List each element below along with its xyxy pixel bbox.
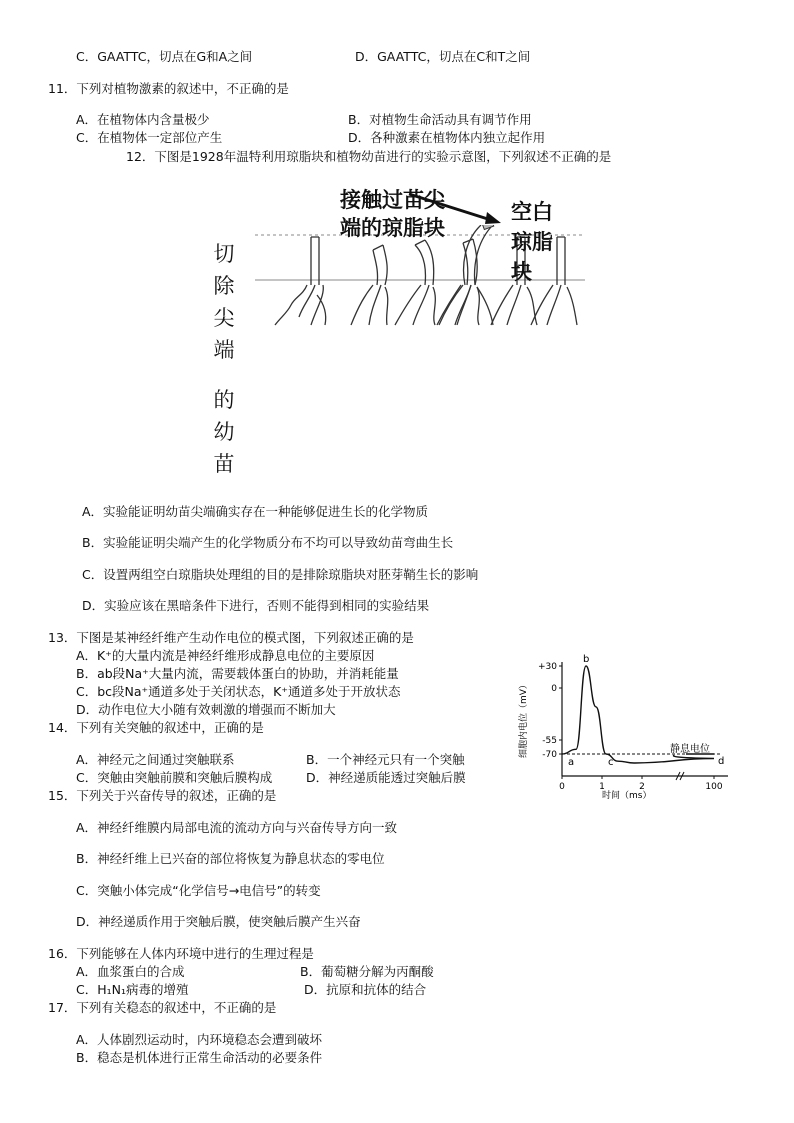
action-potential-chart — [510, 648, 735, 803]
q13-option-c: C．bc段Na⁺通道多处于关闭状态，K⁺通道多处于开放状态 — [76, 684, 401, 699]
q13-stem: 13．下图是某神经纤维产生动作电位的模式图，下列叙述正确的是 — [48, 630, 414, 645]
q10-option-c: C．GAATTC，切点在G和A之间 — [76, 49, 253, 64]
q15-stem: 15．下列关于兴奋传导的叙述，正确的是 — [48, 788, 277, 803]
y-axis-label: 细胞内电位（mV） — [519, 680, 529, 758]
q16-stem: 16．下列能够在人体内环境中进行的生理过程是 — [48, 946, 314, 961]
q12-stem: 12．下图是1928年温特利用琼脂块和植物幼苗进行的实验示意图，下列叙述不正确的是 — [126, 149, 612, 164]
q15-option-d: D．神经递质作用于突触后膜，使突触后膜产生兴奋 — [76, 914, 361, 929]
point-label-b: b — [583, 654, 590, 665]
q14-option-a: A．神经元之间通过突触联系 — [76, 752, 235, 767]
q16-option-d: D．抗原和抗体的结合 — [304, 982, 427, 997]
q14-option-b: B．一个神经元只有一个突触 — [306, 752, 465, 767]
x-tick-label: 1 — [599, 782, 605, 792]
q15-option-b: B．神经纤维上已兴奋的部位将恢复为静息状态的零电位 — [76, 851, 385, 866]
x-tick-label: 0 — [559, 782, 565, 792]
y-tick-label: -70 — [542, 750, 557, 760]
q12-option-a: A．实验能证明幼苗尖端确实存在一种能够促进生长的化学物质 — [82, 504, 429, 519]
label-blank-agar: 空白 琼脂 块 — [511, 200, 553, 284]
seedling-1 — [275, 237, 326, 325]
y-tick-label: +30 — [538, 662, 557, 672]
q12-option-c: C．设置两组空白琼脂块处理组的目的是排除琼脂块对胚芽鞘生长的影响 — [82, 567, 479, 582]
q10-option-d: D．GAATTC，切点在C和T之间 — [355, 49, 531, 64]
point-label-d: d — [718, 756, 725, 767]
x-tick-label: 2 — [639, 782, 645, 792]
q11-stem: 11．下列对植物激素的叙述中，不正确的是 — [48, 81, 289, 96]
q14-option-d: D．神经递质能透过突触后膜 — [306, 770, 466, 785]
seedling-5 — [437, 225, 493, 325]
q14-stem: 14．下列有关突触的叙述中，正确的是 — [48, 720, 264, 735]
q17-option-a: A．人体剧烈运动时，内环境稳态会遭到破坏 — [76, 1032, 323, 1047]
q15-option-c: C．突触小体完成“化学信号→电信号”的转变 — [76, 883, 321, 898]
seedling-4 — [439, 239, 479, 325]
q11-option-b: B．对植物生命活动具有调节作用 — [348, 112, 532, 127]
q12-option-b: B．实验能证明尖端产生的化学物质分布不均可以导致幼苗弯曲生长 — [82, 535, 454, 550]
seedling-2 — [351, 245, 388, 325]
label-contact-agar-line1: 接触过苗尖 — [340, 188, 445, 212]
q12-option-d: D．实验应该在黑暗条件下进行，否则不能得到相同的实验结果 — [82, 598, 430, 613]
annotation-resting: 静息电位 — [670, 744, 710, 755]
x-tick-label: 100 — [705, 782, 723, 792]
q16-option-b: B．葡萄糖分解为丙酮酸 — [300, 964, 434, 979]
seedling-3 — [395, 240, 435, 325]
y-tick-label: 0 — [551, 684, 557, 694]
y-tick-label: -55 — [542, 736, 557, 746]
q11-option-a: A．在植物体内含量极少 — [76, 112, 210, 127]
q14-option-c: C．突触由突触前膜和突触后膜构成 — [76, 770, 273, 785]
q13-option-d: D．动作电位大小随有效刺激的增强而不断加大 — [76, 702, 336, 717]
q17-option-b: B．稳态是机体进行正常生命活动的必要条件 — [76, 1050, 323, 1065]
q16-option-c: C．H₁N₁病毒的增殖 — [76, 982, 189, 997]
q15-option-a: A．神经纤维膜内局部电流的流动方向与兴奋传导方向一致​ — [76, 820, 398, 835]
q16-option-a: A．血浆蛋白的合成 — [76, 964, 185, 979]
q17-stem: 17．下列有关稳态的叙述中，不正确的是 — [48, 1000, 277, 1015]
q13-option-a: A．K⁺的大量内流是神经纤维形成静息电位的主要原因 — [76, 648, 375, 663]
q13-option-b: B．ab段Na⁺大量内流，需要载体蛋白的协助，并消耗能量 — [76, 666, 399, 681]
x-axis-label: 时间（ms） — [602, 791, 652, 801]
point-label-c: c — [608, 757, 614, 768]
label-contact-agar-line2: 端的琼脂块 — [340, 216, 445, 240]
q11-option-c: C．在植物体一定部位产生 — [76, 130, 223, 145]
q11-option-d: D．各种激素在植物体内独立起作用 — [348, 130, 546, 145]
label-cut-seedlings: 切 除 尖 端 的 幼 苗 — [213, 242, 235, 476]
point-label-a: a — [568, 757, 575, 768]
